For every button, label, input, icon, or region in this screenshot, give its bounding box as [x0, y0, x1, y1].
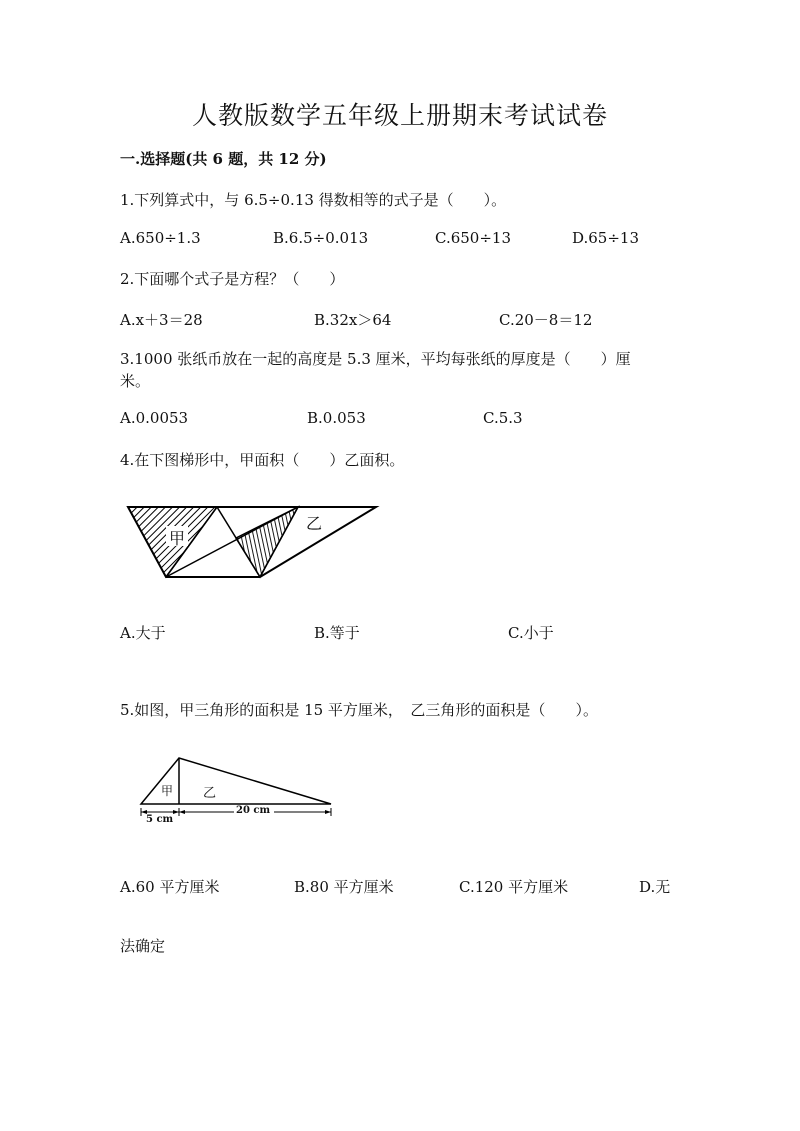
q5-option-b[interactable]: B.80 平方厘米	[294, 878, 394, 896]
question-4-text: 4.在下图梯形中，甲面积（ ）乙面积。	[120, 451, 405, 469]
question-3-text-line2: 米。	[120, 372, 151, 390]
section-heading: 一.选择题(共 6 题，共 12 分)	[120, 150, 327, 168]
q2-option-b[interactable]: B.32x＞64	[314, 311, 392, 329]
q2-option-c[interactable]: C.20－8＝12	[499, 311, 593, 329]
figure5-label-yi: 乙	[203, 786, 217, 801]
question-3-text-line1: 3.1000 张纸币放在一起的高度是 5.3 厘米，平均每张纸的厚度是（ ）厘	[120, 350, 631, 368]
q5-option-d[interactable]: D.无	[639, 878, 671, 896]
q4-option-a[interactable]: A.大于	[120, 624, 166, 642]
q2-option-a[interactable]: A.x＋3＝28	[120, 311, 203, 329]
q5-option-c[interactable]: C.120 平方厘米	[459, 878, 569, 896]
question-5-text: 5.如图，甲三角形的面积是 15 平方厘米， 乙三角形的面积是（ ）。	[120, 701, 598, 719]
q1-option-b[interactable]: B.6.5÷0.013	[273, 229, 369, 247]
q1-option-a[interactable]: A.650÷1.3	[120, 229, 201, 247]
q3-option-a[interactable]: A.0.0053	[120, 409, 189, 427]
question-2-text: 2.下面哪个式子是方程？（ ）	[120, 270, 345, 288]
q5-option-a[interactable]: A.60 平方厘米	[120, 878, 220, 896]
figure5-label-jia: 甲	[161, 784, 174, 798]
figure5-dim-5cm: 5 cm	[146, 814, 174, 825]
q5-option-d-continued: 法确定	[120, 937, 166, 955]
q4-option-b[interactable]: B.等于	[314, 624, 360, 642]
q3-option-c[interactable]: C.5.3	[483, 409, 523, 427]
figure4-label-yi: 乙	[306, 514, 323, 533]
q1-option-d[interactable]: D.65÷13	[572, 229, 640, 247]
question-1-text: 1.下列算式中，与 6.5÷0.13 得数相等的式子是（ ）。	[120, 191, 507, 209]
page-title: 人教版数学五年级上册期末考试试卷	[191, 101, 608, 130]
figure4-label-jia: 甲	[169, 529, 186, 548]
q4-option-c[interactable]: C.小于	[508, 624, 554, 642]
figure5-dim-20cm: 20 cm	[236, 805, 271, 816]
q3-option-b[interactable]: B.0.053	[307, 409, 366, 427]
q1-option-c[interactable]: C.650÷13	[435, 229, 511, 247]
